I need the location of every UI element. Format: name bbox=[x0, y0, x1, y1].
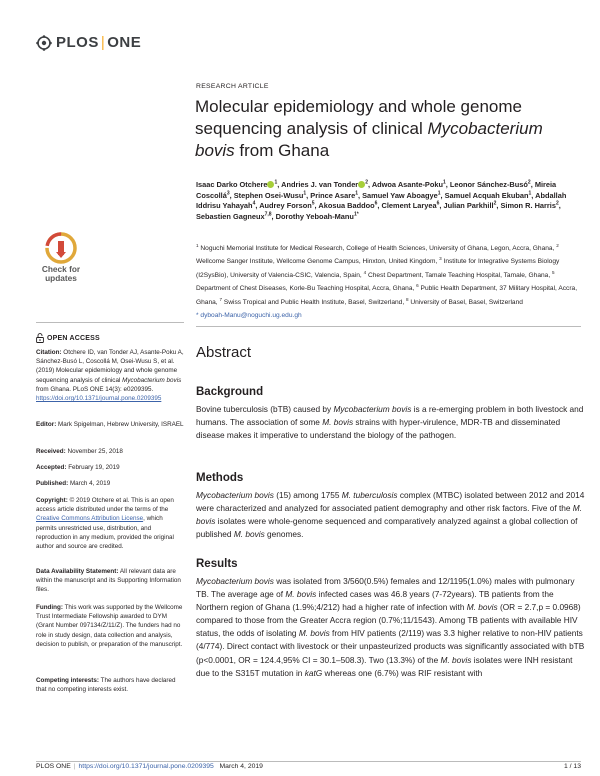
footer-journal: PLOS ONE bbox=[36, 763, 71, 770]
check-updates-line-2: updates bbox=[45, 273, 77, 283]
title-part-2: from Ghana bbox=[234, 141, 330, 160]
author-name[interactable]: Prince Asare bbox=[310, 190, 356, 200]
author-affiliation-sup: 1 bbox=[528, 190, 532, 197]
results-text: Mycobacterium bovis was isolated from 3/560(0.5%) females and 12/1195(1.0%) males with pulmonary TB. The average age of M. bovis infected cases was 46.8 years (7-72years). TB patients from the Northern region of Ghana (1.9%;4/212) had a higher rate of infection with M. bovis (OR = 2.7,p = 0.0968) compared to those from the Greater Accra region (0.7%;11/1543). Among TB patients with available HIV status, the odds of isolating M. bovis from HIV patients (2/119) was 3.3 higher relative to non-HIV patients (4/774). Direct contact with livestock or their unpasteurized products was significantly associated with bTB (p<0.0001, OR = 124.4,95% CI = 30.1–508.3). Two (13.3%) of the M. bovis isolates were INH resistant due to the S315T mutation in katG whereas one (6.7%) was RIF resistant with bbox=[196, 576, 585, 678]
published-label: Published: bbox=[36, 480, 69, 487]
affiliation-text: Swiss Tropical and Public Health Institute, Basel, Switzerland, bbox=[222, 298, 407, 306]
affiliation-number: 2 bbox=[556, 243, 559, 248]
author-name[interactable]: Dorothy Yeboah-Manu bbox=[275, 211, 354, 221]
citation-text-2: from Ghana. PLoS ONE 14(3): e0209395. bbox=[36, 385, 154, 393]
author-affiliation-sup: 1 bbox=[274, 179, 278, 186]
affiliation-text: Public Health Department, 37 Military Hospital, Accra, Ghana, bbox=[196, 285, 578, 306]
affiliations bbox=[196, 241, 586, 308]
author-name[interactable]: Akosua Baddoo bbox=[318, 201, 375, 211]
citation-label: Citation: bbox=[36, 349, 62, 356]
abstract-heading: Abstract bbox=[196, 344, 252, 361]
logo-separator: | bbox=[100, 34, 106, 51]
funding-block bbox=[36, 603, 184, 649]
open-lock-icon bbox=[36, 333, 44, 343]
footer-doi-link[interactable]: https://doi.org/10.1371/journal.pone.0209395 bbox=[78, 763, 214, 770]
cc-license-link[interactable]: Creative Commons Attribution License bbox=[36, 515, 144, 523]
footer-citation bbox=[36, 763, 263, 770]
plos-logo-icon bbox=[36, 35, 52, 51]
author-list: Isaac Darko Otchere $^1$, Andries J. van Tonder $^2$, Adwoa Asante-Poku$^1$, Leonor Sánchez-Busó$^2$, Mireia Coscollá$^3$, Stephen Osei-Wusu$^1$, Prince Asare$^1$, Samuel Yaw Aboagye$^1$, Samuel Acquah Ekuban$^1$, Abdallah Iddrisu Yahayah$^4$, Audrey Forson$^5$, Akosua Baddoo$^6$, Clement Laryea$^6$, Julian Parkhill$^2$, Simon R. Harris$^2$, Sebastien Gagneux$^{7,8}$, Dorothy Yeboah-Manu$^{1*}$ bbox=[196, 179, 567, 221]
affiliation-number: 1 bbox=[196, 243, 199, 248]
methods-text: Mycobacterium bovis (15) among 1755 M. tuberculosis complex (MTBC) isolated between 2012 and 2014 were characterized and analyzed for associated patient demography and other risk factors. Five of the M. bovis isolates were whole-genome sequenced and comparatively analyzed against a global collection of published M. bovis genomes. bbox=[196, 490, 585, 540]
author-affiliation-sup: 5 bbox=[311, 200, 315, 207]
copyright-text: © 2019 Otchere et al. This is an open access article distributed under the terms of the bbox=[36, 497, 174, 514]
footer-date: March 4, 2019 bbox=[219, 763, 263, 770]
copyright-block bbox=[36, 496, 184, 551]
author-name[interactable]: Sebastien Gagneux bbox=[196, 211, 265, 221]
background-text: Bovine tuberculosis (bTB) caused by Mycobacterium bovis is a re-emerging problem in both livestock and humans. The association of some M. bovis strains with hyper-virulence, MDR-TB and disseminated disease makes it imperative to understand the biology of the pathogen. bbox=[196, 404, 584, 441]
received-block bbox=[36, 447, 184, 456]
logo-plos-text: PLOS bbox=[56, 34, 99, 51]
copyright-label: Copyright: bbox=[36, 497, 68, 504]
divider bbox=[196, 326, 581, 327]
footer-divider bbox=[36, 761, 581, 762]
editor-text: Mark Spigelman, Hebrew University, ISRAEL bbox=[58, 421, 184, 428]
article-type: RESEARCH ARTICLE bbox=[196, 83, 269, 90]
citation-text: Otchere ID, van Tonder AJ, Asante-Poku A, Sánchez-Busó L, Coscollá M, Osei-Wusu S, et al. (2019) Molecular epidemiology and whole genome sequencing analysis of clinical bbox=[36, 349, 184, 384]
title-italic: Mycobacterium bovis bbox=[195, 119, 543, 160]
funding-label: Funding: bbox=[36, 604, 63, 611]
affiliation-text: Institute for Integrative Systems Biology (I2SysBio), University of Valencia-CSIC, Valencia, Spain, bbox=[196, 258, 560, 279]
author-name[interactable]: Samuel Acquah Ekuban bbox=[444, 190, 529, 200]
editor-label: Editor: bbox=[36, 421, 57, 428]
affiliation-text: University of Basel, Basel, Switzerland bbox=[408, 298, 523, 306]
competing-interests-text: The authors have declared that no competing interests exist. bbox=[36, 677, 176, 694]
competing-interests-label: Competing interests: bbox=[36, 677, 99, 684]
affiliation-number: 7 bbox=[219, 296, 223, 302]
check-updates-line-1: Check for bbox=[41, 264, 81, 274]
affiliation-text: Department of Chest Diseases, Korle-Bu Teaching Hospital, Accra, Ghana, bbox=[196, 285, 417, 293]
affiliation-text: Chest Department, Tamale Teaching Hospital, Tamale, Ghana, bbox=[366, 271, 552, 279]
author-name[interactable]: Simon R. Harris bbox=[500, 201, 556, 211]
author-affiliation-sup: 1* bbox=[353, 211, 359, 218]
accepted-block bbox=[36, 463, 184, 472]
affiliation-number: 5 bbox=[552, 269, 555, 275]
page-number: 1 / 13 bbox=[563, 763, 581, 770]
logo-one-text: ONE bbox=[107, 34, 142, 51]
data-availability-label: Data Availability Statement: bbox=[36, 568, 119, 575]
results-heading: Results bbox=[196, 558, 238, 570]
citation-block bbox=[36, 348, 184, 403]
competing-interests-block bbox=[36, 676, 184, 694]
corresponding-email[interactable]: * dyboah-Manu@noguchi.ug.edu.gh bbox=[196, 312, 302, 319]
divider bbox=[36, 322, 184, 323]
page-footer bbox=[36, 763, 581, 770]
author-name[interactable]: Leonor Sánchez-Busó bbox=[449, 180, 528, 189]
author-name[interactable]: Andries J. van Tonder bbox=[281, 180, 359, 189]
data-availability-block bbox=[36, 567, 184, 595]
affiliation-number: 8 bbox=[406, 296, 409, 302]
affiliation-number: 6 bbox=[416, 283, 419, 289]
author-affiliation-sup: 1 bbox=[355, 190, 358, 197]
author-name[interactable]: Isaac Darko Otchere bbox=[196, 180, 268, 189]
author-name[interactable]: Julian Parkhill bbox=[443, 201, 494, 211]
editor-block bbox=[36, 420, 184, 429]
published-block bbox=[36, 479, 184, 488]
author-affiliation-sup: 3 bbox=[226, 190, 230, 197]
title-part-1: Molecular epidemiology and whole genome sequencing analysis of clinical bbox=[195, 97, 522, 138]
affiliation-text: Wellcome Sanger Institute, Wellcome Genome Campus, Hinxton, United Kingdom, bbox=[196, 258, 440, 266]
article-title bbox=[195, 96, 585, 162]
affiliation-number: 3 bbox=[439, 256, 442, 262]
check-updates-text bbox=[36, 265, 86, 283]
author-affiliation-sup: 1 bbox=[437, 190, 441, 197]
open-access-text: OPEN ACCESS bbox=[47, 334, 100, 342]
received-label: Received: bbox=[36, 448, 66, 455]
author-name[interactable]: Clement Laryea bbox=[381, 201, 437, 211]
author-name[interactable]: Samuel Yaw Aboagye bbox=[362, 190, 438, 200]
author-affiliation-sup: 1 bbox=[443, 179, 446, 186]
author-name[interactable]: Abdallah Iddrisu Yahayah bbox=[196, 190, 567, 211]
author-name[interactable]: Stephen Osei-Wusu bbox=[233, 190, 304, 200]
citation-italic: Mycobacterium bovis bbox=[122, 376, 182, 384]
affiliation-text: Noguchi Memorial Institute for Medical Research, College of Health Sciences, University of Ghana, Legon, Accra, Ghana, bbox=[198, 245, 557, 253]
background-heading: Background bbox=[196, 386, 264, 398]
accepted-date: February 19, 2019 bbox=[68, 464, 120, 471]
open-access-label bbox=[36, 333, 100, 343]
author-name[interactable]: Audrey Forson bbox=[259, 201, 312, 211]
author-name[interactable]: Mireia Coscollá bbox=[196, 180, 557, 200]
received-date: November 25, 2018 bbox=[67, 448, 123, 455]
author-name[interactable]: Adwoa Asante-Poku bbox=[371, 180, 443, 189]
author-affiliation-sup: 2 bbox=[493, 200, 497, 207]
funding-text: This work was supported by the Wellcome Trust Intermediate Fellowship awarded to DYM (Grant Number 097134/Z/11/Z). The funders had no role in study design, data collection and analysis, decision to publish, or preparation of the manuscript. bbox=[36, 604, 183, 648]
author-affiliation-sup: 4 bbox=[252, 200, 256, 207]
author-affiliation-sup: 6 bbox=[436, 200, 440, 207]
accepted-label: Accepted: bbox=[36, 464, 67, 471]
citation-doi-link[interactable]: https://doi.org/10.1371/journal.pone.0209395 bbox=[36, 395, 162, 403]
author-affiliation-sup: 1 bbox=[303, 190, 307, 197]
author-affiliation-sup: 2 bbox=[527, 179, 531, 186]
author-affiliation-sup: 2 bbox=[555, 200, 559, 207]
plos-one-logo[interactable] bbox=[36, 34, 141, 51]
check-for-updates-badge[interactable] bbox=[36, 230, 86, 288]
affiliation-number: 4 bbox=[363, 269, 367, 275]
data-availability-text: All relevant data are within the manuscript and its Supporting Information files. bbox=[36, 568, 181, 594]
footer-sep: | bbox=[73, 763, 76, 770]
check-updates-icon bbox=[43, 230, 79, 266]
author-affiliation-sup: 2 bbox=[365, 179, 368, 186]
copyright-text-2: , which permits unrestricted use, distribution, and reproduction in any medium, provided the original author and source are credited. bbox=[36, 515, 174, 551]
published-date: March 4, 2019 bbox=[69, 480, 111, 487]
methods-heading: Methods bbox=[196, 472, 244, 484]
author-affiliation-sup: 7,8 bbox=[264, 211, 272, 218]
author-affiliation-sup: 6 bbox=[374, 200, 378, 207]
